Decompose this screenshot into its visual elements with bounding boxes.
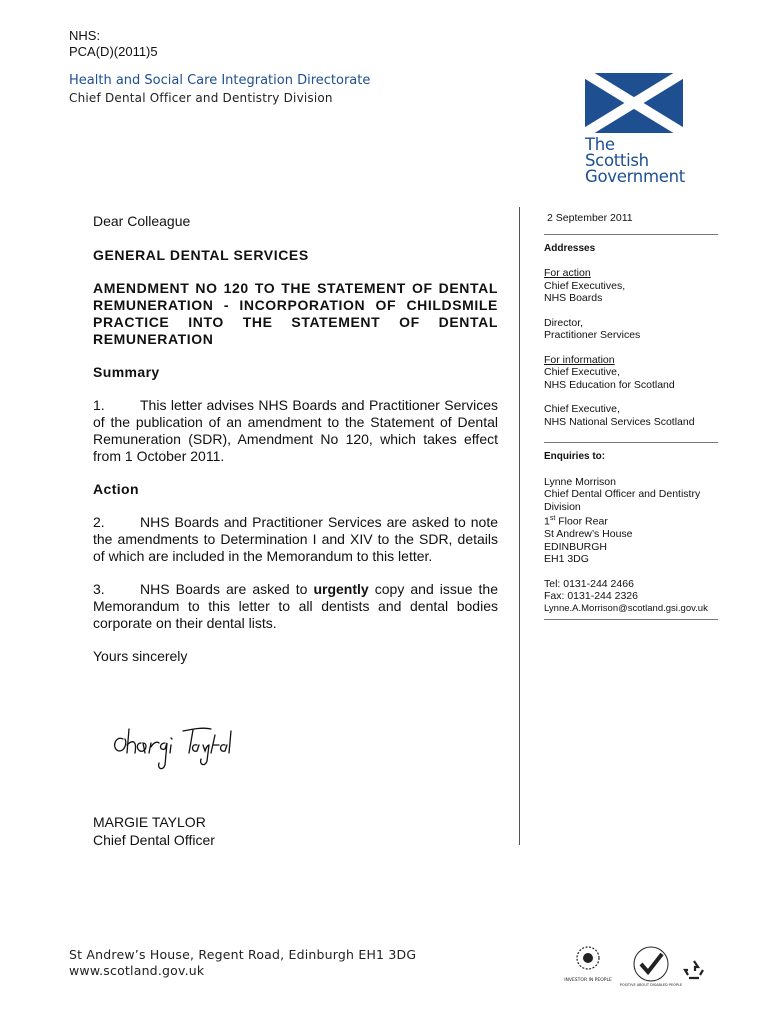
signer-name: MARGIE TAYLOR (93, 814, 206, 830)
saltire-flag-icon (585, 73, 683, 133)
signer (93, 813, 498, 849)
svg-text:POSITIVE ABOUT DISABLED PEOPLE: POSITIVE ABOUT DISABLED PEOPLE (619, 983, 683, 987)
reference-line-1: NHS: (69, 28, 101, 43)
for-information-label: For information (544, 353, 615, 366)
directorate-title: Health and Social Care Integration Directorate (69, 73, 371, 88)
column-divider (519, 207, 520, 845)
footer (69, 947, 416, 979)
contact-city: EDINBURGH (544, 540, 608, 553)
for-action-label: For action (544, 267, 591, 279)
sidebar-rule (544, 619, 718, 620)
heading-amendment: AMENDMENT NO 120 TO THE STATEMENT OF DENTAL REMUNERATION - INCORPORATION OF CHILDSMILE PRACTICE INTO THE STATEMENT OF DENTAL REMUNERATION (93, 280, 498, 347)
paragraph-3-text-b: copy and issue the Memorandum to this letter to all dentists and dental bodies corporate on their dental lists. (93, 581, 498, 631)
for-action-recipient-1a: Chief Executives, (544, 279, 626, 292)
enquiries-heading: Enquiries to: (544, 451, 606, 462)
svg-text:INVESTOR IN PEOPLE: INVESTOR IN PEOPLE (564, 978, 612, 983)
footer-address: St Andrew’s House, Regent Road, Edinburgh EH1 3DG (69, 947, 417, 962)
paragraph-3-number: 3. (93, 581, 105, 597)
summary-heading: Summary (93, 364, 160, 380)
paragraph-1-text: This letter advises NHS Boards and Practitioner Services of the publication of an amendment to the Statement of Dental Remuneration (SDR), Amendment No 120, which takes effect from 1 October 2011. (93, 397, 498, 464)
heading-services: GENERAL DENTAL SERVICES (93, 247, 309, 263)
letter-body (93, 213, 498, 849)
logo-line-2: Government (585, 167, 685, 186)
disability-symbol-icon (619, 942, 683, 987)
paragraph-1 (93, 397, 498, 465)
contact-floor: 1st Floor Rear (544, 515, 608, 528)
paragraph-2 (93, 514, 498, 565)
footer-website[interactable]: www.scotland.gov.uk (69, 963, 205, 978)
contact-fax: Fax: 0131-244 2326 (544, 590, 638, 602)
reference-line-2: PCA(D)(2011)5 (69, 44, 158, 59)
sidebar-rule (544, 234, 718, 235)
for-action-recipient-1b: NHS Boards (544, 292, 603, 304)
for-info-recipient-1b: NHS Education for Scotland (544, 378, 675, 391)
contact-building: St Andrew’s House (544, 528, 633, 540)
paragraph-3-emphasis: urgently (313, 581, 369, 597)
logo-line-1: The Scottish (585, 135, 649, 170)
for-info-recipient-2a: Chief Executive, (544, 403, 620, 415)
contact-name: Lynne Morrison (544, 475, 616, 488)
reference (69, 28, 158, 60)
contact-role-1: Chief Dental Officer and Dentistry (544, 488, 701, 500)
logo-wordmark (585, 137, 683, 185)
paragraph-2-number: 2. (93, 514, 105, 530)
salutation: Dear Colleague (93, 213, 191, 229)
contact-email[interactable]: Lynne.A.Morrison@scotland.gsi.gov.uk (544, 602, 708, 614)
sidebar-rule (544, 442, 718, 443)
division-title: Chief Dental Officer and Dentistry Division (69, 91, 333, 105)
letter-date: 2 September 2011 (547, 212, 633, 224)
scottish-government-logo (585, 73, 683, 185)
paragraph-1-number: 1. (93, 397, 105, 413)
for-action-recipient-2a: Director, (544, 316, 584, 329)
for-info-recipient-2b: NHS National Services Scotland (544, 415, 695, 428)
sidebar (544, 212, 724, 628)
for-action-recipient-2b: Practitioner Services (544, 329, 641, 341)
handwritten-signature (93, 705, 253, 775)
contact-telephone: Tel: 0131-244 2466 (544, 577, 634, 590)
action-heading: Action (93, 481, 139, 497)
signer-title: Chief Dental Officer (93, 832, 215, 848)
contact-postcode: EH1 3DG (544, 553, 589, 565)
contact-role-2: Division (544, 500, 581, 513)
closing: Yours sincerely (93, 648, 188, 664)
footer-badges (560, 942, 720, 987)
paragraph-3 (93, 581, 498, 632)
addresses-heading: Addresses (544, 242, 596, 254)
paragraph-3-text-a: NHS Boards are asked to (140, 581, 314, 597)
investors-in-people-icon (560, 942, 616, 987)
paragraph-2-text: NHS Boards and Practitioner Services are asked to note the amendments to Determination I and XIV to the SDR, details of which are included in the Memorandum to this letter. (93, 514, 498, 564)
for-info-recipient-1a: Chief Executive, (544, 366, 620, 378)
recycle-icon (682, 958, 706, 982)
